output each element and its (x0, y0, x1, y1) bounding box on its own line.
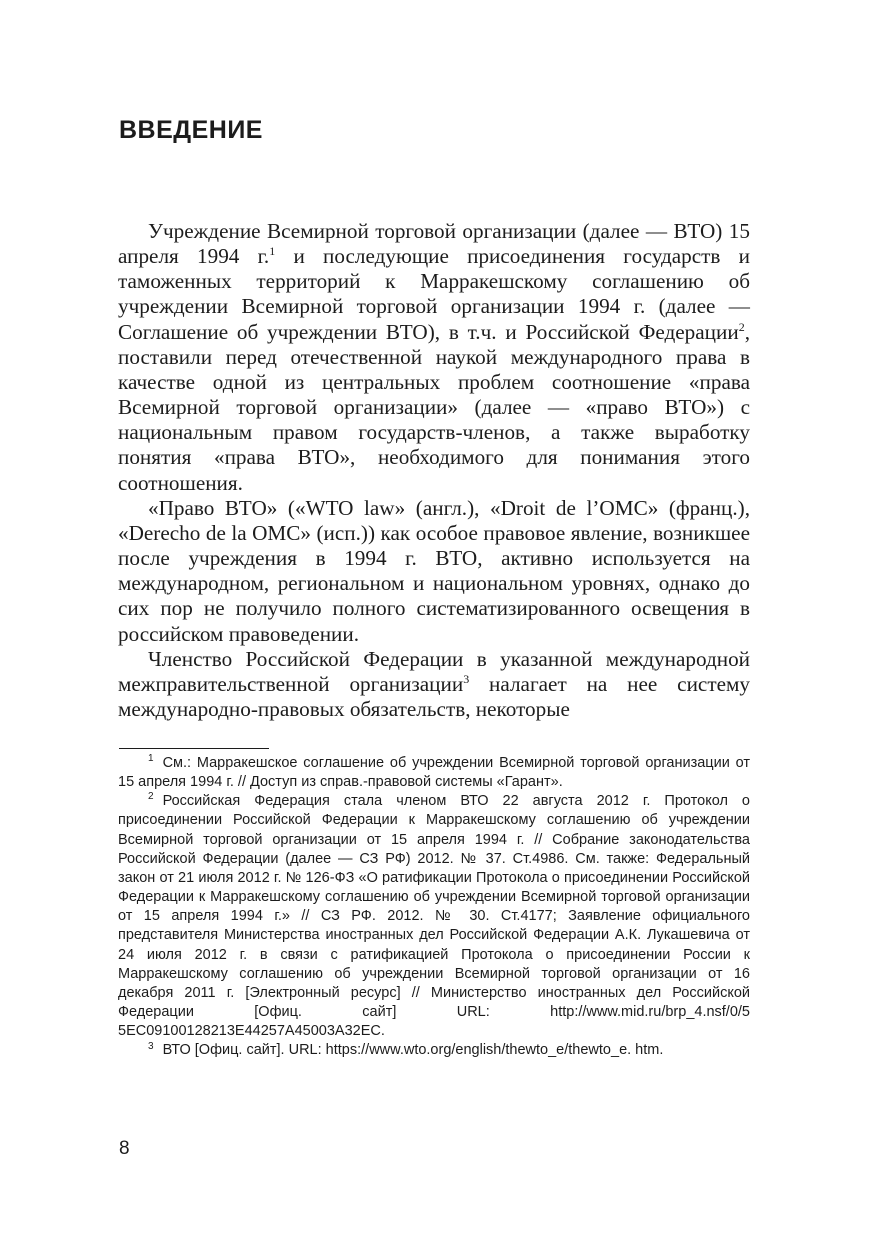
footnote-number: 2 (148, 791, 154, 803)
paragraph-text: налагает на нее систему международно-правовых обязательств, некоторые (118, 671, 750, 721)
paragraph-text: «Право ВТО» («WTO law» (англ.), «Droit de l’OMC» (франц.), «Derecho de la OMC» (исп.)) как особое правовое явление, возникшее после учреждения в 1994 г. ВТО, активно используется на международном, региональном и национальном уровнях, однако до сих пор не получило полного систематизированного освещения в российском правоведении. (118, 495, 750, 646)
footnote-text: См.: Марракешское соглашение об учреждении Всемирной торговой организации от 15 апреля 1994 г. // Доступ из справ.-правовой системы «Гарант». (118, 755, 750, 791)
footnotes (118, 754, 750, 1061)
footnote-reference[interactable]: 1 (269, 244, 276, 259)
footnote-separator (119, 748, 269, 749)
body-paragraph (118, 219, 750, 496)
footnote-reference[interactable]: 2 (738, 319, 745, 334)
footnote-text: ВТО [Офиц. сайт]. URL: https://www.wto.org/english/thewto_e/thewto_e. htm. (162, 1042, 664, 1059)
footnote-item (118, 754, 750, 792)
chapter-heading: ВВЕДЕНИЕ (119, 116, 263, 144)
paragraph-text: , поставили перед отечественной наукой международного права в качестве одной из центральных проблем соотношение «права Всемирной торговой организации» (далее — «право ВТО») с национальным правом государств-членов, а также выработку понятия «права ВТО», необходимого для понимания этого соотношения. (118, 319, 750, 495)
paragraph-text: Членство Российской Федерации в указанной международной межправительственной организации (118, 646, 750, 696)
body-text (118, 219, 750, 722)
footnote-item (118, 1041, 750, 1060)
footnote-item (118, 792, 750, 1041)
page-number: 8 (119, 1138, 130, 1159)
paragraph-text: Учреждение Всемирной торговой организации (далее — ВТО) 15 апреля 1994 г. (118, 219, 750, 269)
footnote-text: Российская Федерация стала членом ВТО 22 августа 2012 г. Протокол о присоединении Российской Федерации к Марракешскому соглашению об учреждении Всемирной торговой организации от 15 апреля 1994 г. // Собрание законодательства Российской Федерации (далее — СЗ РФ) 2012. № 37. Ст.4986. См. также: Федеральный закон от 21 июля 2012 г. № 126-ФЗ «О ратификации Протокола о присоединении Российской Федерации к Марракешскому соглашению об учреждении Всемирной торговой организации от 15 апреля 1994 г.» // СЗ РФ. 2012. № 30. Ст.4177; Заявление официального представителя Министерства иностранных дел Российской Федерации А.К. Лукашевича от 24 июля 2012 г. в связи с ратификацией Протокола о присоединении России к Марракешскому соглашению об учреждении Всемирной торговой организации от 16 декабря 2011 г. [Электронный ресурс] // Министерство иностранных дел Российской Федерации [Офиц. сайт] URL: http://www.mid.ru/brp_4.nsf/0/5 5EC09100128213E44257A45003A32EC. (118, 793, 750, 1040)
body-paragraph (118, 496, 750, 647)
paragraph-text: и последующие присоединения государств и таможенных территорий к Марракешскому соглашению об учреждении Всемирной торговой организации 1994 г. (далее — Соглашение об учреждении ВТО), в т.ч. и Российской Федерации (118, 244, 750, 344)
body-paragraph (118, 647, 750, 722)
footnote-reference[interactable]: 3 (463, 671, 470, 686)
footnote-number: 3 (148, 1040, 154, 1052)
footnote-number: 1 (148, 753, 154, 765)
